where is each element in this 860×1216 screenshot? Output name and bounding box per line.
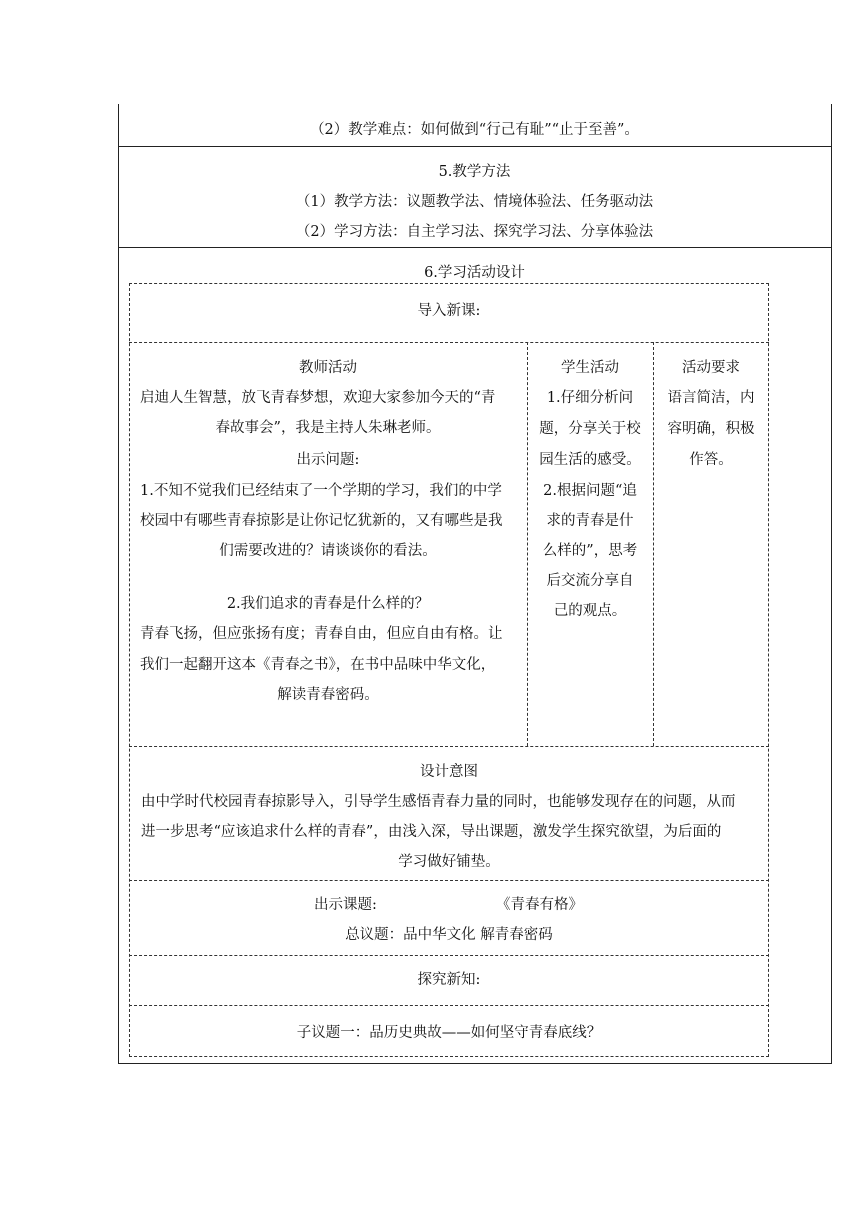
student-text-line: 己的观点。 — [553, 603, 627, 619]
design-intent-header: 设计意图 — [420, 764, 478, 780]
requirement-text-line: 作答。 — [689, 452, 733, 468]
teacher-text-line: 我们一起翻开这本《青春之书》，在书中品味中华文化， — [140, 657, 496, 673]
teacher-text-line: 青春飞扬，但应张扬有度；青春自由，但应自由有格。让 — [140, 626, 503, 642]
design-intent-line: 由中学时代校园青春掠影导入，引导学生感悟青春力量的同时，也能够发现存在的问题，从而 — [141, 794, 736, 810]
subtopic-1: 子议题一：品历史典故——如何坚守青春底线？ — [296, 1025, 602, 1041]
teacher-text-line: 春故事会”，我是主持人朱琳老师。 — [215, 420, 441, 436]
section-5-title: 5.教学方法 — [438, 164, 511, 180]
teacher-text-line: 2.我们追求的青春是什么样的？ — [226, 596, 430, 612]
teacher-text-line: 校园中有哪些青春掠影是让你记忆犹新的，又有哪些是我 — [140, 513, 503, 529]
table-divider-1 — [118, 146, 831, 147]
overall-topic: 总议题：品中华文化 解青春密码 — [345, 927, 553, 943]
student-text-line: 么样的”，思考 — [542, 543, 638, 559]
topic-title: 《青春有格》 — [496, 897, 583, 913]
dashed-divider-explore — [129, 1005, 769, 1006]
table-right-border — [831, 104, 832, 1064]
dashed-divider-intro — [129, 342, 769, 343]
student-text-line: 题，分享关于校 — [539, 421, 641, 437]
teacher-text-line: 解读青春密码。 — [277, 687, 379, 703]
learning-method: （2）学习方法：自主学习法、探究学习法、分享体验法 — [295, 224, 654, 240]
table-bottom-border — [118, 1063, 831, 1064]
student-text-line: 后交流分享自 — [546, 573, 634, 589]
teacher-text-line: 启迪人生智慧，放飞青春梦想，欢迎大家参加今天的“青 — [140, 390, 496, 406]
student-activity-header: 学生活动 — [561, 360, 619, 376]
student-text-line: 求的青春是什 — [546, 513, 634, 529]
section-6-title: 6.学习活动设计 — [424, 265, 525, 281]
requirement-text-line: 语言简洁，内 — [667, 390, 755, 406]
student-text-line: 2.根据问题“追 — [543, 483, 637, 499]
requirement-header: 活动要求 — [682, 360, 740, 376]
intro-label: 导入新课: — [417, 303, 481, 319]
design-intent-line: 进一步思考“应该追求什么样的青春”，由浅入深，导出课题，激发学生探究欲望，为后面的 — [141, 824, 722, 840]
requirement-text-line: 容明确，积极 — [667, 421, 755, 437]
teaching-difficulty: （2）教学难点：如何做到“行己有耻”“止于至善”。 — [310, 122, 639, 138]
teacher-text-line: 1.不知不觉我们已经结束了一个学期的学习，我们的中学 — [140, 483, 502, 499]
teacher-activity-header: 教师活动 — [299, 360, 357, 376]
teacher-text-line: 出示问题: — [296, 452, 360, 468]
explore-label: 探究新知: — [417, 972, 481, 988]
dashed-divider-intent — [129, 880, 769, 881]
student-text-line: 1.仔细分析问 — [546, 390, 634, 406]
dashed-divider-topic — [129, 955, 769, 956]
table-divider-2 — [118, 247, 831, 248]
design-intent-line: 学习做好铺垫。 — [398, 854, 500, 870]
dashed-divider-activities — [129, 746, 769, 747]
topic-label: 出示课题: — [314, 897, 377, 913]
student-text-line: 园生活的感受。 — [539, 452, 641, 468]
teacher-text-line: 们需要改进的？请谈谈你的看法。 — [219, 543, 437, 559]
table-left-border — [118, 104, 119, 1064]
teaching-method: （1）教学方法：议题教学法、情境体验法、任务驱动法 — [295, 194, 654, 210]
